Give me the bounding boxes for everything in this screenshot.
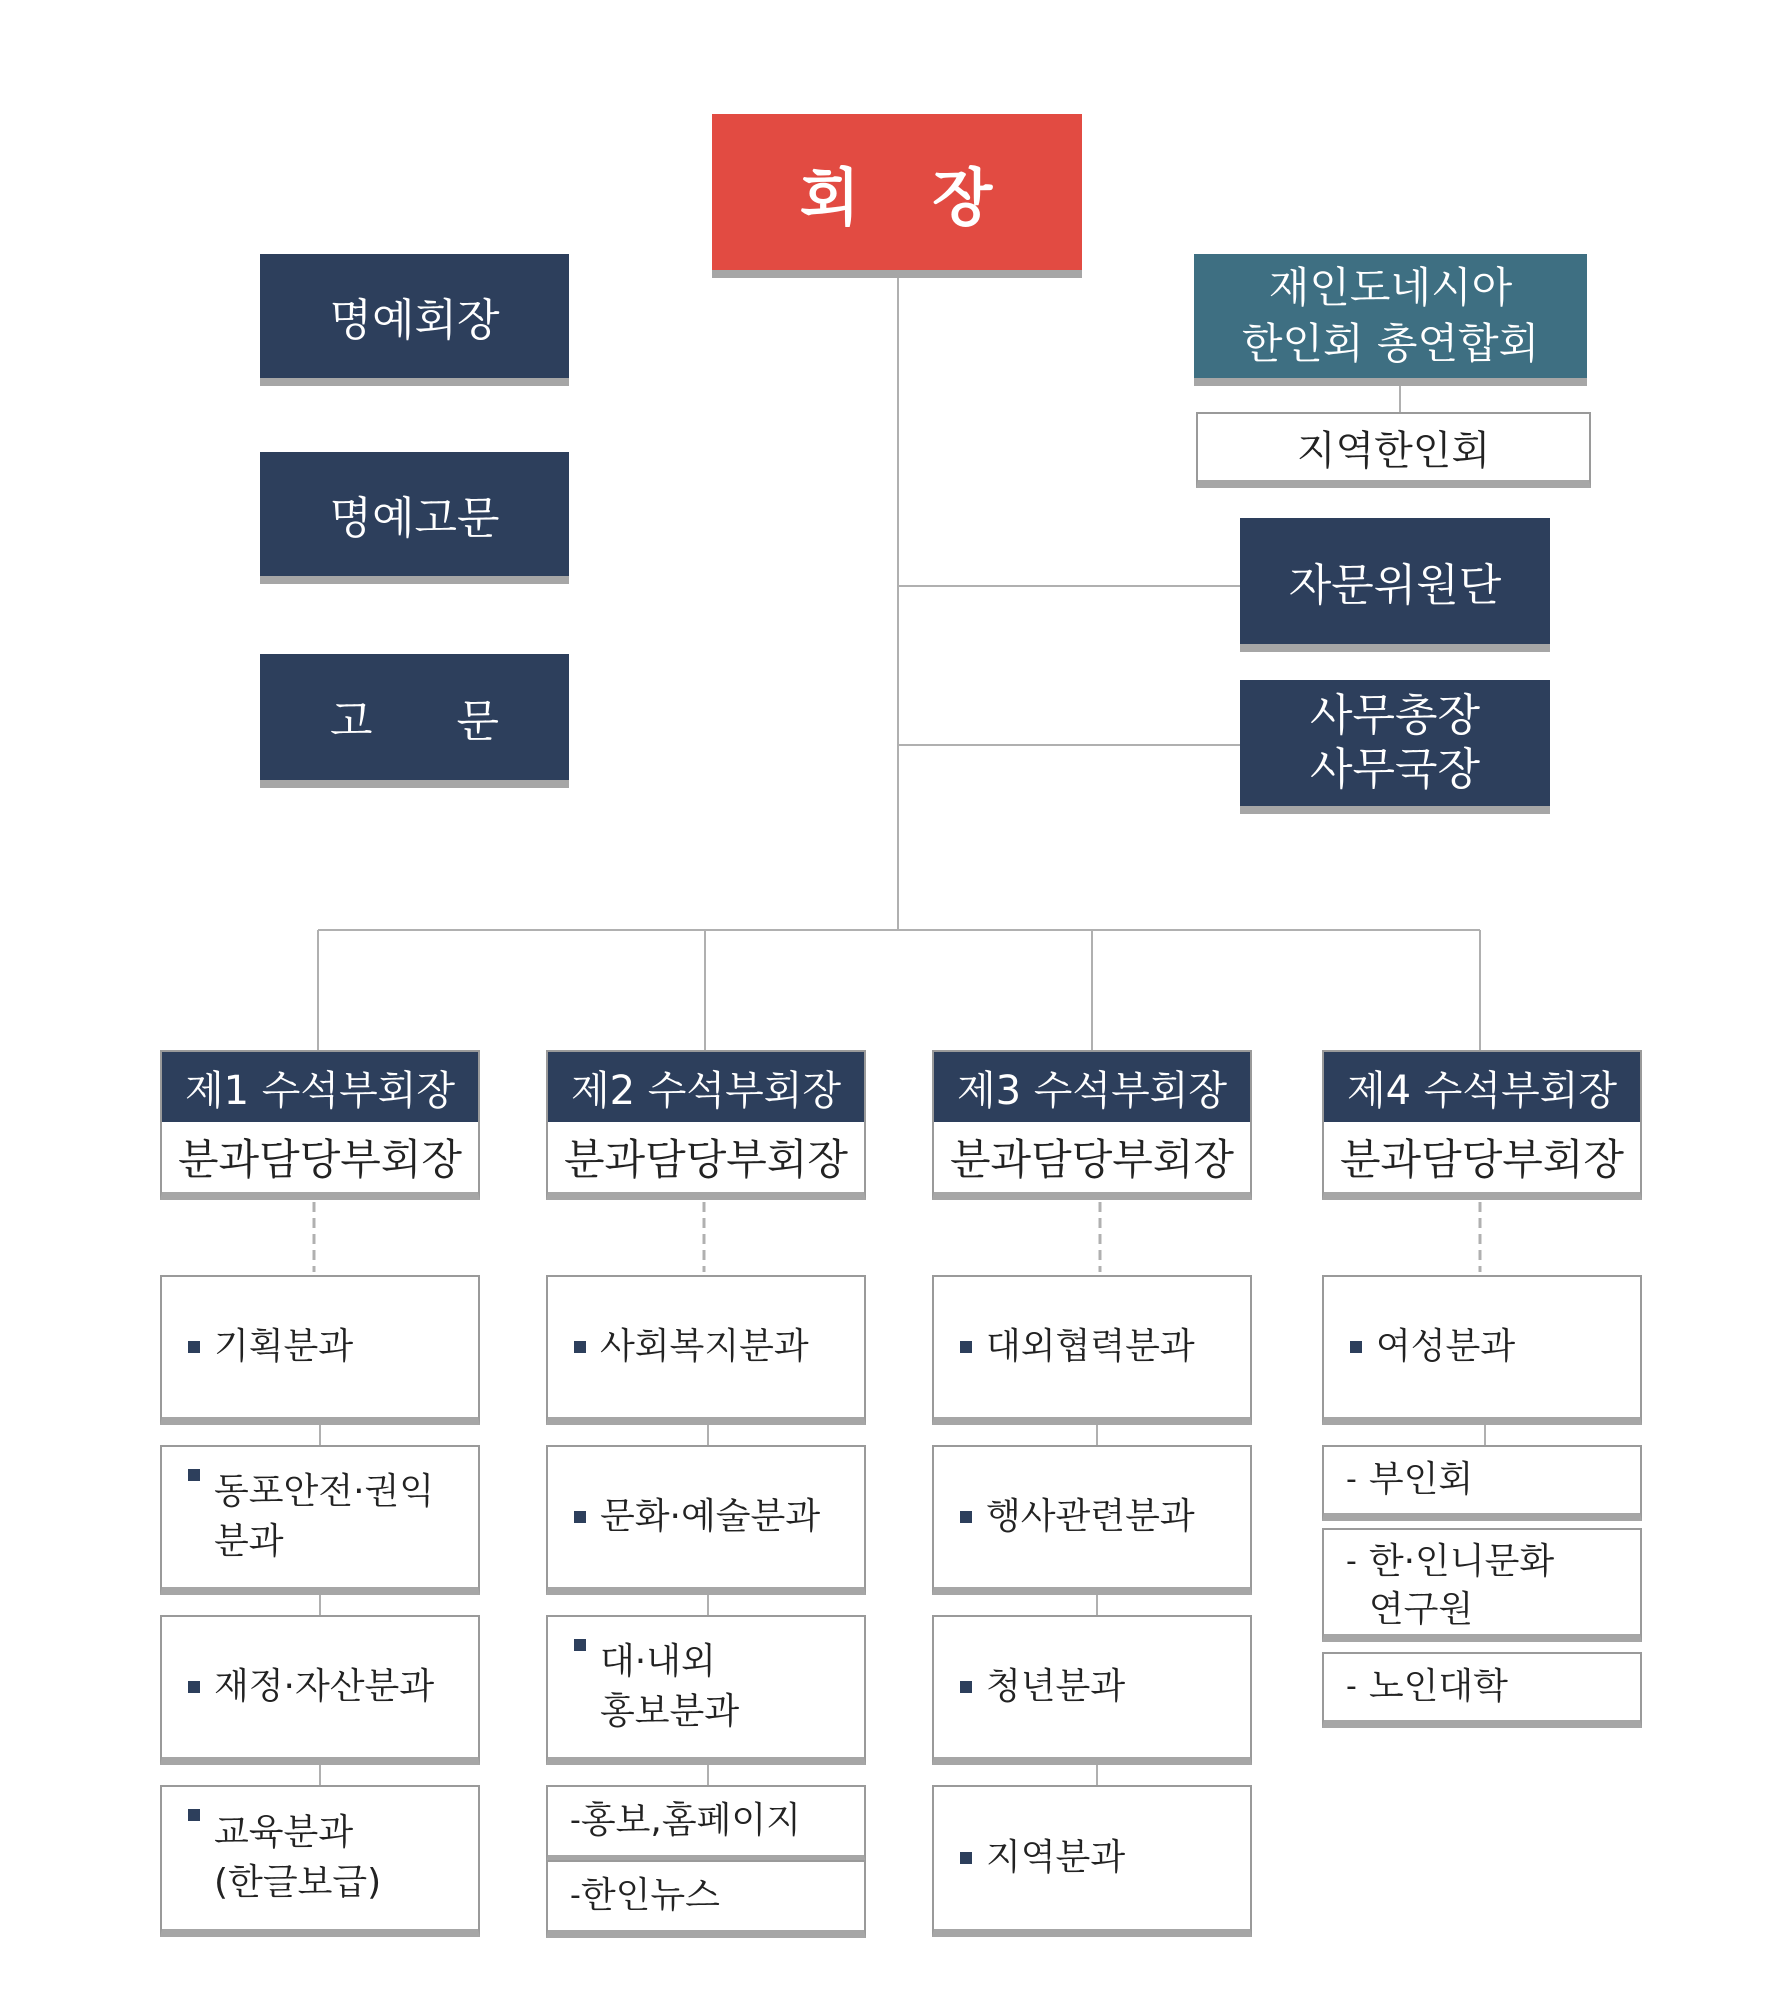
honorary-advisor-box bbox=[260, 452, 569, 584]
vp2-subtitle: 분과담당부회장 bbox=[563, 1135, 848, 1184]
division-label: 청년분과 bbox=[986, 1666, 1126, 1707]
bullet-icon bbox=[188, 1341, 200, 1353]
bullet-icon bbox=[1350, 1341, 1362, 1353]
division-women bbox=[1322, 1275, 1642, 1425]
dash-icon: - bbox=[1346, 1669, 1357, 1704]
subunit-womens-association bbox=[1322, 1445, 1642, 1521]
division-label: 동포안전·권익 분과 bbox=[214, 1471, 435, 1562]
subunit-senior-college bbox=[1322, 1652, 1642, 1728]
honorary-president-box bbox=[260, 254, 569, 386]
division-label: 문화·예술분과 bbox=[600, 1496, 821, 1537]
subunit-culture-institute bbox=[1322, 1528, 1642, 1642]
division-label: 교육분과 (한글보급) bbox=[214, 1812, 382, 1903]
advisory-committee-label: 자문위원단 bbox=[1288, 560, 1502, 611]
bullet-icon bbox=[188, 1681, 200, 1693]
division-culture-arts bbox=[546, 1445, 866, 1595]
vp1-subtitle: 분과담당부회장 bbox=[177, 1135, 462, 1184]
bullet-icon bbox=[960, 1341, 972, 1353]
subunit-label: 한·인니문화 연구원 bbox=[1368, 1541, 1555, 1630]
subunit-korean-news bbox=[546, 1860, 866, 1938]
vp2-title: 제2 수석부회장 bbox=[548, 1052, 864, 1122]
subunit-label: 노인대학 bbox=[1368, 1666, 1508, 1707]
division-label: 기획분과 bbox=[214, 1326, 354, 1367]
president-label: 회 장 bbox=[799, 160, 995, 234]
federation-line1: 재인도네시아 bbox=[1268, 263, 1513, 312]
bullet-icon bbox=[188, 1809, 200, 1821]
dash-icon: - bbox=[1346, 1544, 1357, 1579]
dash-icon: - bbox=[570, 1803, 581, 1838]
dash-icon: - bbox=[1346, 1462, 1357, 1497]
bullet-icon bbox=[574, 1511, 586, 1523]
bullet-icon bbox=[574, 1341, 586, 1353]
division-label: 재정·자산분과 bbox=[214, 1666, 435, 1707]
division-label: 대·내외 홍보분과 bbox=[600, 1641, 740, 1732]
division-label: 행사관련분과 bbox=[986, 1496, 1195, 1537]
vice-president-1-box bbox=[160, 1050, 480, 1200]
subunit-label: 부인회 bbox=[1368, 1459, 1474, 1500]
federation-line2: 한인회 총연합회 bbox=[1241, 319, 1540, 368]
vice-president-4-box bbox=[1322, 1050, 1642, 1200]
vp4-subtitle: 분과담당부회장 bbox=[1339, 1135, 1624, 1184]
bullet-icon bbox=[960, 1511, 972, 1523]
honorary-president-label: 명예회장 bbox=[329, 295, 500, 346]
vp3-title: 제3 수석부회장 bbox=[934, 1052, 1250, 1122]
vice-president-2-box bbox=[546, 1050, 866, 1200]
honorary-advisor-label: 명예고문 bbox=[329, 493, 500, 544]
division-planning bbox=[160, 1275, 480, 1425]
regional-association-box bbox=[1196, 412, 1591, 488]
secretary-general-label: 사무총장 bbox=[1309, 690, 1480, 741]
bullet-icon bbox=[188, 1469, 200, 1481]
dash-icon: - bbox=[570, 1878, 581, 1913]
vp3-subtitle: 분과담당부회장 bbox=[949, 1135, 1234, 1184]
advisor-label: 고 문 bbox=[330, 696, 499, 747]
division-education bbox=[160, 1785, 480, 1937]
vice-president-3-box bbox=[932, 1050, 1252, 1200]
division-regional bbox=[932, 1785, 1252, 1937]
division-social-welfare bbox=[546, 1275, 866, 1425]
division-label: 사회복지분과 bbox=[600, 1326, 809, 1367]
bullet-icon bbox=[574, 1639, 586, 1651]
division-external-cooperation bbox=[932, 1275, 1252, 1425]
secretariat-box bbox=[1240, 680, 1550, 814]
subunit-homepage bbox=[546, 1785, 866, 1863]
vp4-title: 제4 수석부회장 bbox=[1324, 1052, 1640, 1122]
division-label: 지역분과 bbox=[986, 1837, 1126, 1878]
division-label: 여성분과 bbox=[1376, 1326, 1516, 1367]
bullet-icon bbox=[960, 1681, 972, 1693]
secretariat-director-label: 사무국장 bbox=[1309, 744, 1480, 795]
federation-box bbox=[1194, 254, 1587, 386]
division-finance-assets bbox=[160, 1615, 480, 1765]
subunit-label: 홍보,홈페이지 bbox=[580, 1800, 801, 1841]
advisory-committee-box bbox=[1240, 518, 1550, 652]
subunit-label: 한인뉴스 bbox=[580, 1875, 720, 1916]
vp1-title: 제1 수석부회장 bbox=[162, 1052, 478, 1122]
regional-association-label: 지역한인회 bbox=[1296, 427, 1491, 474]
division-events bbox=[932, 1445, 1252, 1595]
division-public-relations bbox=[546, 1615, 866, 1765]
bullet-icon bbox=[960, 1852, 972, 1864]
division-youth bbox=[932, 1615, 1252, 1765]
president-box bbox=[712, 114, 1082, 278]
division-safety-rights bbox=[160, 1445, 480, 1595]
division-label: 대외협력분과 bbox=[986, 1326, 1195, 1367]
advisor-box bbox=[260, 654, 569, 788]
